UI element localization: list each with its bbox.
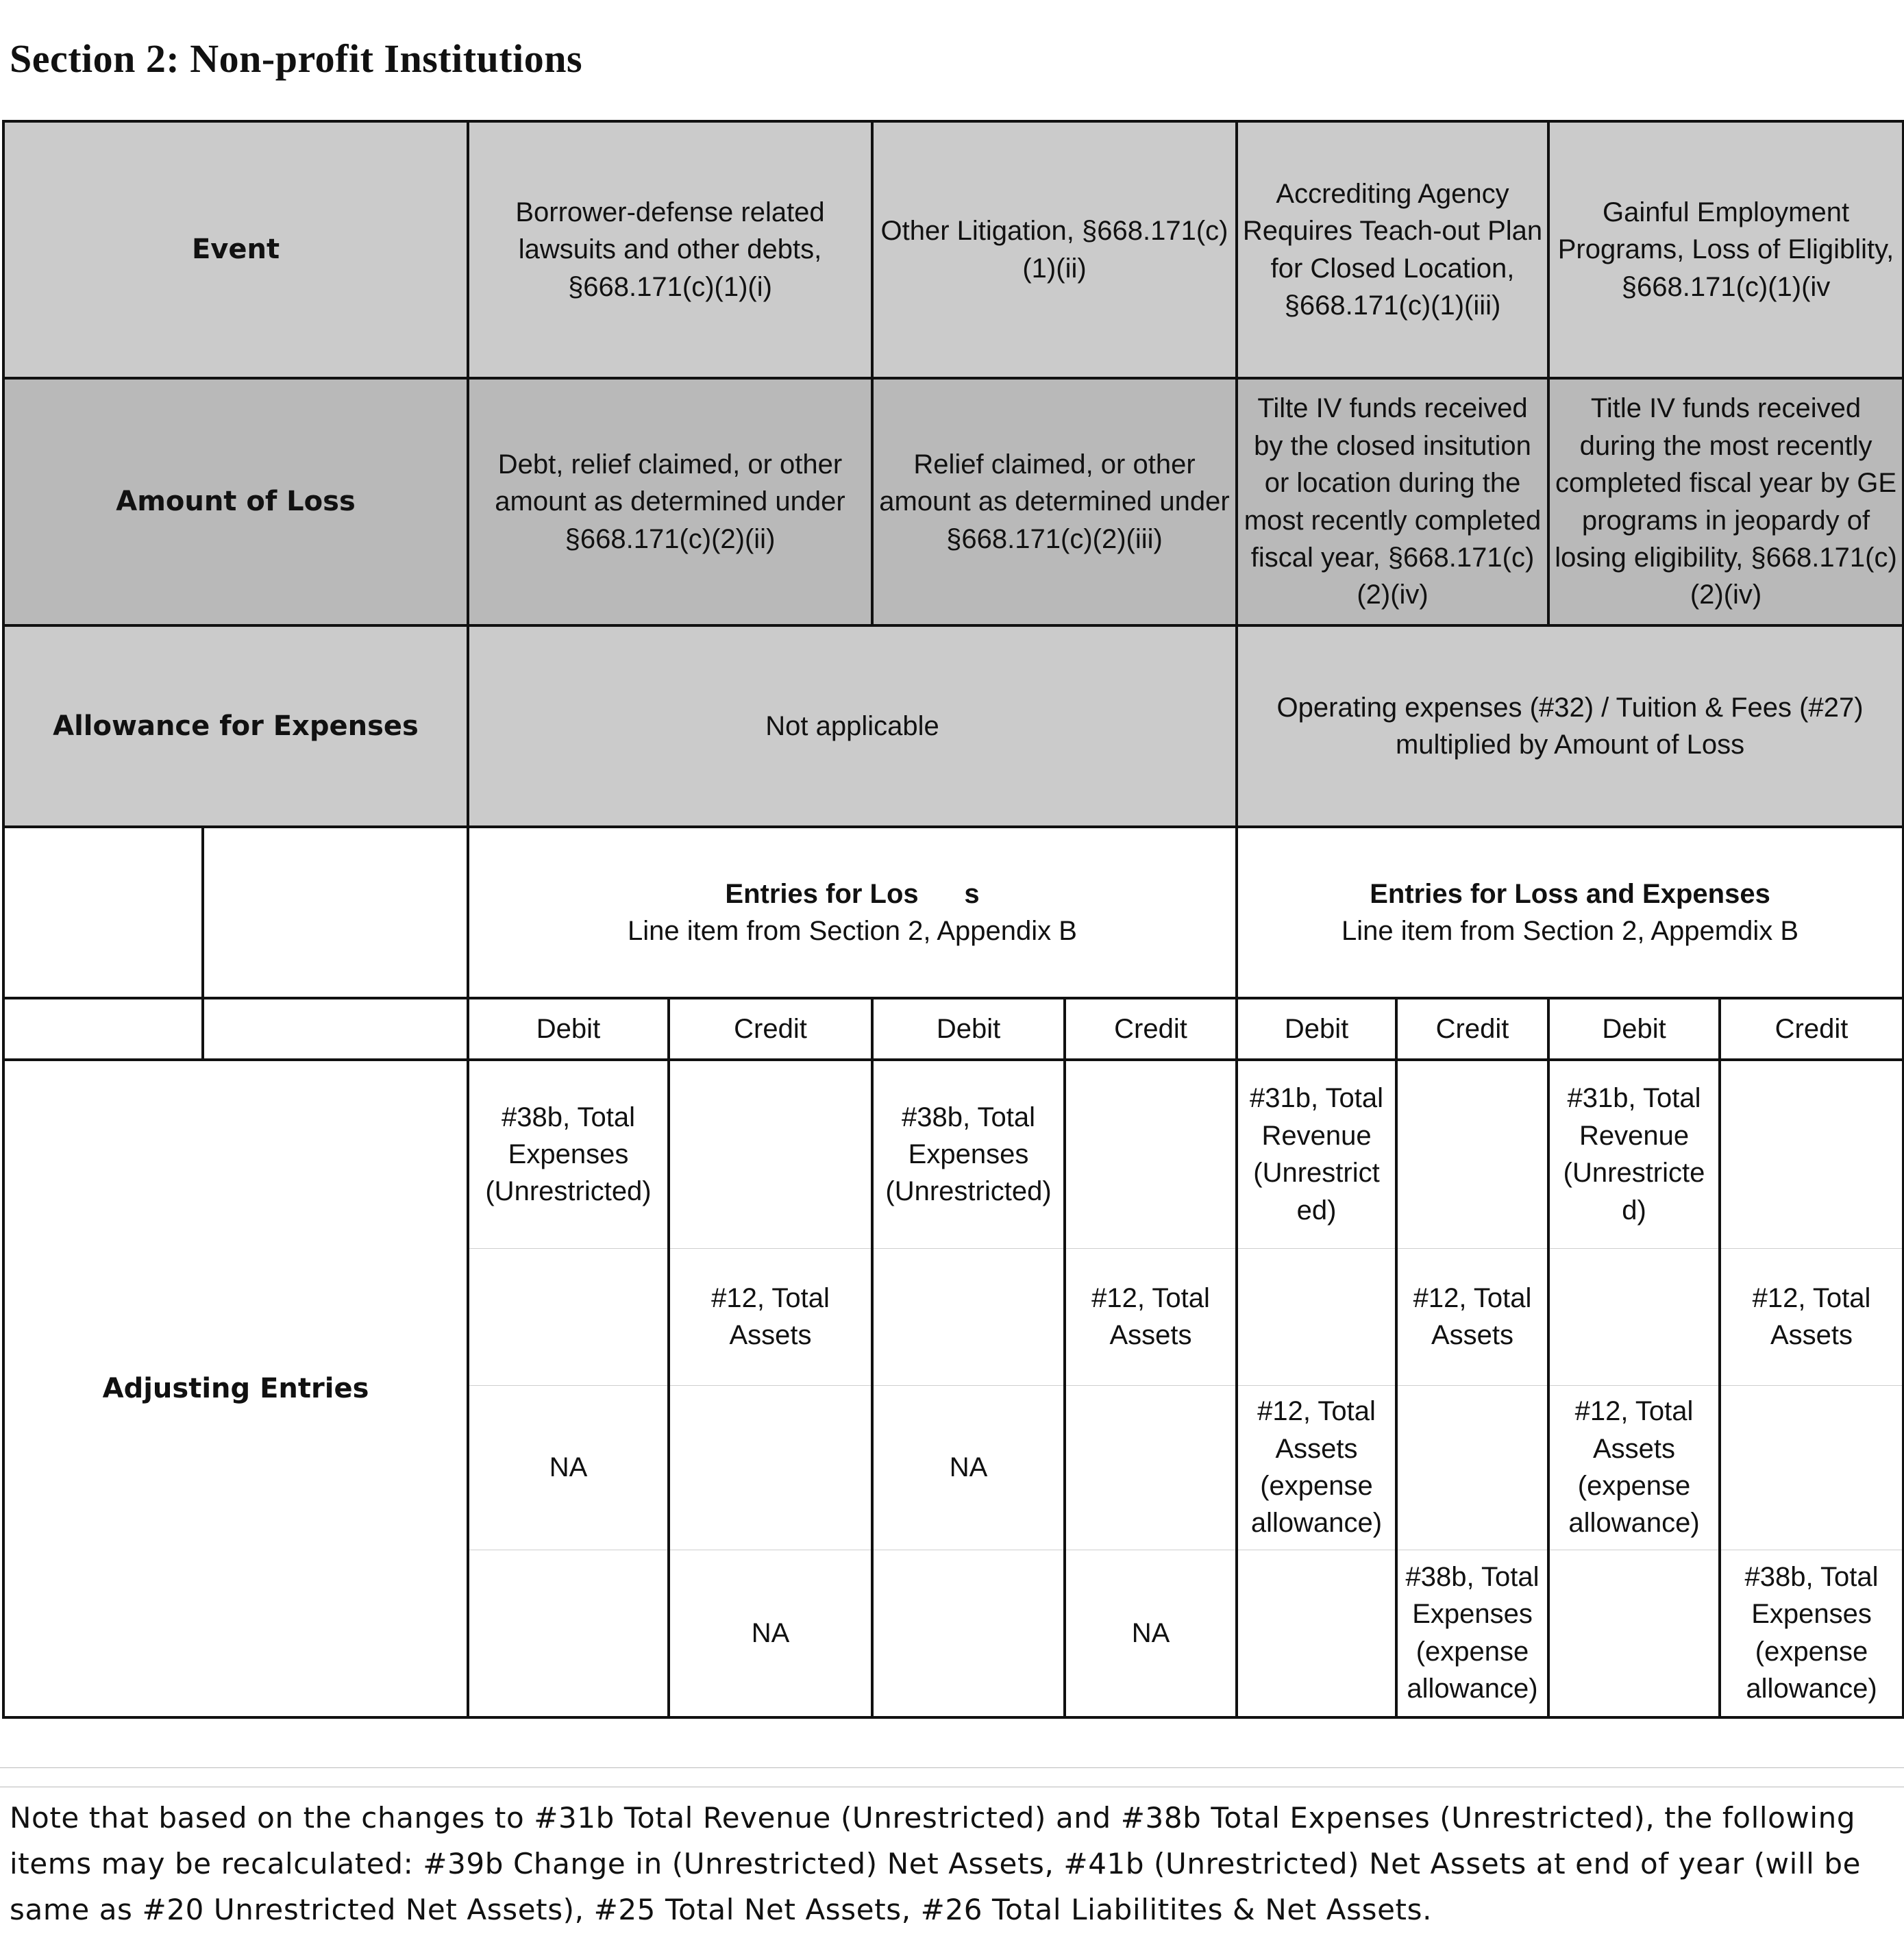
debit-credit-row	[3, 998, 1903, 1060]
entry-cell	[1237, 1550, 1396, 1717]
credit-header: Credit	[1720, 998, 1903, 1060]
divider	[0, 1767, 1904, 1768]
entry-cell	[468, 1550, 669, 1717]
entry-cell	[1548, 1248, 1720, 1385]
entry-cell	[1720, 1385, 1903, 1550]
allowance-row	[3, 625, 1903, 827]
entries-loss-sub: Line item from Section 2, Appendix B	[628, 916, 1077, 946]
debit-header: Debit	[1237, 998, 1396, 1060]
entries-loss-header	[468, 827, 1237, 998]
entry-cell	[872, 1248, 1065, 1385]
entry-cell	[1720, 1060, 1903, 1248]
entry-cell	[872, 1550, 1065, 1717]
entry-cell: #38b, Total Expenses (Unrestricted)	[468, 1060, 669, 1248]
entry-cell: #12, Total Assets (expense allowance)	[1237, 1385, 1396, 1550]
entry-cell	[1237, 1248, 1396, 1385]
entry-cell: #38b, Total Expenses (expense allowance)	[1720, 1550, 1903, 1717]
entry-cell: NA	[1065, 1550, 1237, 1717]
blank-cell	[3, 827, 203, 998]
entry-cell: #31b, Total Revenue (Unrestricte d)	[1548, 1060, 1720, 1248]
blank-cell	[203, 827, 468, 998]
allowance-label: Allowance for Expenses	[3, 625, 468, 827]
amount-cell: Debt, relief claimed, or other amount as determined under §668.171(c)(2)(ii)	[468, 378, 872, 625]
credit-header: Credit	[669, 998, 872, 1060]
blank-cell	[203, 998, 468, 1060]
amount-cell: Tilte IV funds received by the closed insitution or location during the most recently completed fiscal year, §668.171(c)(2)(iv)	[1237, 378, 1548, 625]
allowance-left: Not applicable	[468, 625, 1237, 827]
entry-cell	[1065, 1060, 1237, 1248]
adjusting-label: Adjusting Entries	[3, 1060, 468, 1717]
event-cell: Gainful Employment Programs, Loss of Eligiblity, §668.171(c)(1)(iv	[1548, 121, 1903, 378]
entry-cell: #38b, Total Expenses (Unrestricted)	[872, 1060, 1065, 1248]
entry-cell	[468, 1248, 669, 1385]
entry-cell	[1065, 1385, 1237, 1550]
entries-loss-exp-sub: Line item from Section 2, Appemdix B	[1342, 916, 1799, 946]
entry-cell: #12, Total Assets	[669, 1248, 872, 1385]
credit-header: Credit	[1065, 998, 1237, 1060]
entry-cell	[669, 1385, 872, 1550]
amount-row	[3, 378, 1903, 625]
entry-cell: #31b, Total Revenue (Unrestrict ed)	[1237, 1060, 1396, 1248]
entries-loss-exp-title: Entries for Loss and Expenses	[1370, 878, 1770, 909]
amount-label: Amount of Loss	[3, 378, 468, 625]
entry-cell	[1548, 1550, 1720, 1717]
entry-cell: #38b, Total Expenses (expense allowance)	[1396, 1550, 1548, 1717]
event-label: Event	[3, 121, 468, 378]
adjusting-row	[3, 1060, 1903, 1248]
entries-header-row	[3, 827, 1903, 998]
amount-cell: Relief claimed, or other amount as determined under §668.171(c)(2)(iii)	[872, 378, 1237, 625]
amount-cell: Title IV funds received during the most recently completed fiscal year by GE programs in jeopardy of losing eligibility, §668.171(c)(2)(iv)	[1548, 378, 1903, 625]
event-cell: Other Litigation, §668.171(c)(1)(ii)	[872, 121, 1237, 378]
footnote: Note that based on the changes to #31b Total Revenue (Unrestricted) and #38b Total Expenses (Unrestricted), the following items may be recalculated: #39b Change in (Unrestricted) Net Assets, #41b (Unrestricted) Net Assets at end of year (will be same as #20 Unrestricted Net Assets), #25 Total Net Assets, #26 Total Liabilitites & Net Assets.	[10, 1801, 1862, 1926]
entries-loss-title: Entries for Los s	[725, 878, 980, 909]
page-title: Section 2: Non-profit Institutions	[10, 36, 583, 81]
entry-cell: #12, Total Assets	[1396, 1248, 1548, 1385]
debit-header: Debit	[1548, 998, 1720, 1060]
entry-cell	[1396, 1060, 1548, 1248]
event-row	[3, 121, 1903, 378]
blank-cell	[3, 998, 203, 1060]
event-cell: Borrower-defense related lawsuits and other debts, §668.171(c)(1)(i)	[468, 121, 872, 378]
entry-cell: #12, Total Assets	[1720, 1248, 1903, 1385]
entry-cell: NA	[669, 1550, 872, 1717]
event-cell: Accrediting Agency Requires Teach-out Plan for Closed Location, §668.171(c)(1)(iii)	[1237, 121, 1548, 378]
debit-header: Debit	[468, 998, 669, 1060]
loss-table	[2, 120, 1904, 1719]
entry-cell: NA	[468, 1385, 669, 1550]
entry-cell	[1396, 1385, 1548, 1550]
entry-cell: NA	[872, 1385, 1065, 1550]
debit-header: Debit	[872, 998, 1065, 1060]
entry-cell: #12, Total Assets (expense allowance)	[1548, 1385, 1720, 1550]
entry-cell: #12, Total Assets	[1065, 1248, 1237, 1385]
entries-loss-exp-header	[1237, 827, 1903, 998]
allowance-right: Operating expenses (#32) / Tuition & Fees (#27) multiplied by Amount of Loss	[1237, 625, 1903, 827]
credit-header: Credit	[1396, 998, 1548, 1060]
entry-cell	[669, 1060, 872, 1248]
